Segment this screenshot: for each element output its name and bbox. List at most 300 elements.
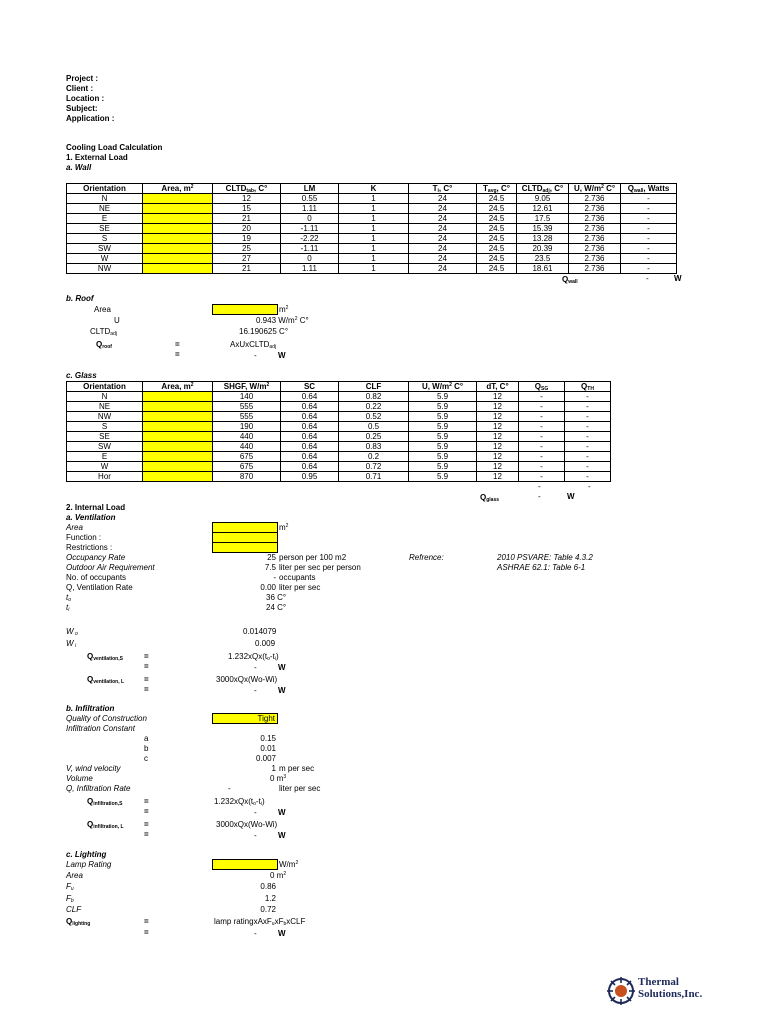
glass-total-label: $Q_{glass}$ bbox=[480, 493, 500, 503]
wall-cell: 20 bbox=[213, 224, 281, 234]
vent-restrictions-label: Restrictions : bbox=[66, 543, 113, 552]
vent-oar-label: Outdoor Air Requirement bbox=[66, 563, 155, 572]
glass-cell: 12 bbox=[477, 422, 519, 432]
glass-cell: 12 bbox=[477, 462, 519, 472]
roof-cltd-value: 16.190625 C° bbox=[239, 327, 289, 336]
roof-u-label: U bbox=[114, 316, 120, 325]
vent-ql-label: $Q_{ventilation, L}$ bbox=[87, 675, 125, 685]
wall-cell: 21 bbox=[213, 264, 281, 274]
glass-area-input[interactable] bbox=[143, 392, 213, 402]
wall-cell: 1 bbox=[339, 244, 409, 254]
glass-cell: 0.64 bbox=[281, 462, 339, 472]
glass-cell: 0.64 bbox=[281, 392, 339, 402]
glass-cell: S bbox=[67, 422, 143, 432]
light-area-label: Area bbox=[66, 871, 83, 880]
light-fb-value: 1.2 bbox=[264, 894, 276, 903]
wall-cell: 0.55 bbox=[281, 194, 339, 204]
vent-ql-unit: W bbox=[278, 686, 286, 695]
glass-cell: 12 bbox=[477, 412, 519, 422]
wall-cell: 2.736 bbox=[569, 264, 621, 274]
inf-ql-formula: 3000xQx(Wo-Wi) bbox=[216, 820, 278, 829]
vent-qs-eq: = bbox=[144, 652, 149, 661]
vent-function-label: Function : bbox=[66, 533, 102, 542]
wall-col-header: $T_i$, C° bbox=[409, 184, 477, 194]
glass-heading: c. Glass bbox=[66, 371, 97, 380]
glass-area-input[interactable] bbox=[143, 432, 213, 442]
wall-cell: - bbox=[621, 214, 677, 224]
wall-row bbox=[67, 194, 677, 204]
inf-ql-eq: = bbox=[144, 820, 149, 829]
wall-col-header: LM bbox=[281, 184, 339, 194]
inf-q-rate-label: Q, Infiltration Rate bbox=[66, 784, 131, 793]
vent-ql-formula: 3000xQx(Wo-Wi) bbox=[216, 675, 278, 684]
roof-result: - bbox=[254, 351, 257, 360]
client-label: Client : bbox=[66, 84, 94, 93]
wall-cell: 2.736 bbox=[569, 244, 621, 254]
inf-wind-unit: m per sec bbox=[279, 764, 315, 773]
wall-cell: E bbox=[67, 214, 143, 224]
glass-cell: - bbox=[519, 392, 565, 402]
inf-qs-result: - bbox=[254, 808, 257, 817]
glass-cell: - bbox=[519, 402, 565, 412]
wall-total-value: - bbox=[646, 274, 649, 283]
wall-col-header: Orientation bbox=[67, 184, 143, 194]
wall-area-input[interactable] bbox=[143, 194, 213, 204]
wall-heading: a. Wall bbox=[66, 163, 92, 172]
glass-row bbox=[67, 442, 611, 452]
roof-u-value: 0.943 $W/m^2$ C° bbox=[256, 316, 309, 325]
inf-qs-unit: W bbox=[278, 808, 286, 817]
roof-area-unit: $m^2$ bbox=[279, 305, 289, 314]
glass-area-input[interactable] bbox=[143, 412, 213, 422]
wall-cell: 24 bbox=[409, 194, 477, 204]
wall-cell: NE bbox=[67, 204, 143, 214]
inf-wind-value: 1 bbox=[271, 764, 276, 773]
wall-cell: 1 bbox=[339, 194, 409, 204]
glass-cell: 870 bbox=[213, 472, 281, 482]
inf-c-label: c bbox=[144, 754, 148, 763]
wall-cell: SE bbox=[67, 224, 143, 234]
glass-cell: 440 bbox=[213, 432, 281, 442]
wall-col-header: U, $W/m^2$ C° bbox=[569, 184, 621, 194]
vent-occupants-label: No. of occupants bbox=[66, 573, 127, 582]
wall-cell: - bbox=[621, 264, 677, 274]
glass-col-header: $Q_{SG}$ bbox=[519, 382, 565, 392]
glass-cell: 0.82 bbox=[339, 392, 409, 402]
wall-cell: 24.5 bbox=[477, 234, 517, 244]
wall-cell: 2.736 bbox=[569, 254, 621, 264]
vent-to-value: 36 C° bbox=[266, 593, 287, 602]
vent-q-rate-value: 0.00 bbox=[260, 583, 276, 592]
roof-cltd-label: $CLTD_{adj}$ bbox=[90, 327, 117, 337]
wall-area-input[interactable] bbox=[143, 214, 213, 224]
glass-cell: 12 bbox=[477, 392, 519, 402]
glass-cell: - bbox=[519, 422, 565, 432]
glass-cell: - bbox=[565, 462, 611, 472]
glass-table bbox=[66, 381, 611, 482]
glass-cell: 12 bbox=[477, 402, 519, 412]
wall-cell: 24.5 bbox=[477, 254, 517, 264]
vent-ql-eq: = bbox=[144, 675, 149, 684]
vent-oar-value: 7.5 bbox=[264, 563, 276, 572]
inf-b-value: 0.01 bbox=[260, 744, 276, 753]
vent-oar-unit: liter per sec per person bbox=[279, 563, 361, 572]
wall-cell: -2.22 bbox=[281, 234, 339, 244]
glass-cell: 0.25 bbox=[339, 432, 409, 442]
wall-cell: -1.11 bbox=[281, 224, 339, 234]
wall-cell: 15.39 bbox=[517, 224, 569, 234]
wall-row bbox=[67, 214, 677, 224]
wall-cell: 15 bbox=[213, 204, 281, 214]
wall-cell: 0 bbox=[281, 254, 339, 264]
inf-b-label: b bbox=[144, 744, 149, 753]
glass-total-value: - bbox=[538, 492, 541, 501]
light-formula: lamp $ratingxAxF_uxF_bxCLF$ bbox=[214, 917, 306, 927]
wall-cell: N bbox=[67, 194, 143, 204]
page-title: Cooling Load Calculation bbox=[66, 143, 163, 152]
wall-total-label: $Q_{wall}$ bbox=[562, 275, 578, 285]
project-label: Project : bbox=[66, 74, 99, 83]
logo-sun-icon bbox=[606, 976, 636, 1006]
glass-row bbox=[67, 412, 611, 422]
glass-cell: - bbox=[565, 412, 611, 422]
vent-to-label: $t_o$ bbox=[66, 593, 72, 603]
glass-cell: E bbox=[67, 452, 143, 462]
light-clf-value: 0.72 bbox=[260, 905, 276, 914]
wall-cell: 25 bbox=[213, 244, 281, 254]
glass-total-unit: W bbox=[567, 492, 575, 501]
inf-quality-input[interactable]: Tight bbox=[212, 713, 278, 724]
glass-cell: 555 bbox=[213, 402, 281, 412]
glass-cell: 5.9 bbox=[409, 412, 477, 422]
glass-area-input[interactable] bbox=[143, 452, 213, 462]
vent-restrictions-input[interactable] bbox=[212, 542, 278, 553]
glass-col-header: Orientation bbox=[67, 382, 143, 392]
roof-area-label: Area bbox=[94, 305, 111, 314]
wall-cell: S bbox=[67, 234, 143, 244]
glass-cell: 0.71 bbox=[339, 472, 409, 482]
wall-cell: -1.11 bbox=[281, 244, 339, 254]
wall-col-header: $Q_{wall}$, Watts bbox=[621, 184, 677, 194]
glass-cell: - bbox=[565, 442, 611, 452]
roof-eq: = bbox=[175, 340, 180, 349]
vent-qs-result: - bbox=[254, 663, 257, 672]
glass-col-header: SHGF, $W/m^2$ bbox=[213, 382, 281, 392]
glass-cell: 5.9 bbox=[409, 442, 477, 452]
light-result: - bbox=[254, 929, 257, 938]
inf-ql-result: - bbox=[254, 831, 257, 840]
glass-area-input[interactable] bbox=[143, 422, 213, 432]
vent-q-rate-unit: liter per sec bbox=[279, 583, 321, 592]
wall-cell: - bbox=[621, 254, 677, 264]
wall-cell: 24 bbox=[409, 224, 477, 234]
logo-line2: Solutions,Inc. bbox=[638, 988, 703, 1000]
glass-header-row bbox=[67, 382, 611, 392]
inf-a-value: 0.15 bbox=[260, 734, 276, 743]
wall-col-header: $CLTD_{tab}$, C° bbox=[213, 184, 281, 194]
wall-row bbox=[67, 224, 677, 234]
lighting-heading: c. Lighting bbox=[66, 850, 107, 859]
vent-qs-eq-2: = bbox=[144, 662, 149, 671]
glass-col-header: SC bbox=[281, 382, 339, 392]
light-area-value: 0 $m^2$ bbox=[270, 871, 287, 880]
inf-c-value: 0.007 bbox=[255, 754, 276, 763]
vent-occupants-unit: occupants bbox=[279, 573, 316, 582]
glass-cell: - bbox=[565, 392, 611, 402]
glass-cell: 5.9 bbox=[409, 472, 477, 482]
glass-cell: 12 bbox=[477, 442, 519, 452]
glass-cell: SE bbox=[67, 432, 143, 442]
glass-cell: 555 bbox=[213, 412, 281, 422]
wall-cell: - bbox=[621, 204, 677, 214]
wall-cell: 20.39 bbox=[517, 244, 569, 254]
glass-cell: SW bbox=[67, 442, 143, 452]
inf-ql-eq-2: = bbox=[144, 830, 149, 839]
glass-cell: - bbox=[519, 452, 565, 462]
wall-cell: 24 bbox=[409, 204, 477, 214]
glass-cell: 0.72 bbox=[339, 462, 409, 472]
inf-volume-label: Volume bbox=[66, 774, 93, 783]
glass-row bbox=[67, 432, 611, 442]
vent-ti-value: 24 C° bbox=[266, 603, 287, 612]
glass-cell: NE bbox=[67, 402, 143, 412]
inf-qs-formula: $1.232xQx(t_o-t_i)$ bbox=[214, 797, 265, 807]
glass-col-header: U, $W/m^2$ C° bbox=[409, 382, 477, 392]
light-lamp-input[interactable] bbox=[212, 859, 278, 870]
glass-area-input[interactable] bbox=[143, 472, 213, 482]
roof-heading: b. Roof bbox=[66, 294, 94, 303]
wall-cell: - bbox=[621, 234, 677, 244]
glass-cell: 5.9 bbox=[409, 462, 477, 472]
glass-cell: 0.83 bbox=[339, 442, 409, 452]
wall-cell: 24 bbox=[409, 234, 477, 244]
glass-row bbox=[67, 392, 611, 402]
glass-cell: N bbox=[67, 392, 143, 402]
light-eq: = bbox=[144, 917, 149, 926]
light-fu-label: $F_u$ bbox=[66, 882, 74, 892]
glass-cell: 0.5 bbox=[339, 422, 409, 432]
wall-row bbox=[67, 204, 677, 214]
wall-cell: 13.28 bbox=[517, 234, 569, 244]
glass-cell: - bbox=[519, 432, 565, 442]
vent-q-rate-label: Q, Ventilation Rate bbox=[66, 583, 133, 592]
wall-cell: 2.736 bbox=[569, 194, 621, 204]
wall-cell: 1 bbox=[339, 214, 409, 224]
wall-col-header: $CLTD_{adj}$, C° bbox=[517, 184, 569, 194]
glass-cell: 0.64 bbox=[281, 412, 339, 422]
wall-cell: 19 bbox=[213, 234, 281, 244]
glass-col-header: CLF bbox=[339, 382, 409, 392]
wall-cell: 24 bbox=[409, 264, 477, 274]
vent-wi-value: 0.009 bbox=[255, 639, 276, 648]
glass-cell: 12 bbox=[477, 432, 519, 442]
wall-cell: - bbox=[621, 194, 677, 204]
roof-formula: AxUxCLTD$_{adj}$ bbox=[230, 340, 277, 350]
inf-a-label: a bbox=[144, 734, 149, 743]
glass-row bbox=[67, 422, 611, 432]
wall-table bbox=[66, 183, 677, 274]
wall-cell: 1 bbox=[339, 254, 409, 264]
wall-area-input[interactable] bbox=[143, 254, 213, 264]
wall-cell: 24.5 bbox=[477, 224, 517, 234]
inf-quality-label: Quality of Construction bbox=[66, 714, 147, 723]
glass-cell: 675 bbox=[213, 462, 281, 472]
wall-cell: 24.5 bbox=[477, 244, 517, 254]
glass-cell: - bbox=[565, 422, 611, 432]
wall-col-header: $T_{avg}$, C° bbox=[477, 184, 517, 194]
wall-cell: 1 bbox=[339, 204, 409, 214]
glass-cell: 190 bbox=[213, 422, 281, 432]
light-fu-value: 0.86 bbox=[260, 882, 276, 891]
wall-cell: 2.736 bbox=[569, 224, 621, 234]
wall-col-header: Area, $m^2$ bbox=[143, 184, 213, 194]
wall-cell: 1 bbox=[339, 264, 409, 274]
glass-area-input[interactable] bbox=[143, 442, 213, 452]
infiltration-heading: b. Infiltration bbox=[66, 704, 115, 713]
vent-area-label: Area bbox=[66, 523, 83, 532]
vent-wo-label: W $_o$ bbox=[66, 627, 78, 637]
light-q-label: $Q_{lighting}$ bbox=[66, 917, 91, 927]
inf-volume-value: 0 $m^3$ bbox=[270, 774, 287, 783]
vent-ti-label: $t_i$ bbox=[66, 603, 70, 613]
glass-cell: 5.9 bbox=[409, 432, 477, 442]
glass-cell: 5.9 bbox=[409, 402, 477, 412]
wall-cell: - bbox=[621, 224, 677, 234]
glass-cell: - bbox=[519, 462, 565, 472]
glass-cell: 0.95 bbox=[281, 472, 339, 482]
wall-cell: 27 bbox=[213, 254, 281, 264]
wall-cell: - bbox=[621, 244, 677, 254]
glass-cell: - bbox=[519, 442, 565, 452]
section-internal-load: 2. Internal Load bbox=[66, 503, 126, 512]
glass-cell: 0.64 bbox=[281, 432, 339, 442]
roof-area-input[interactable] bbox=[212, 304, 278, 315]
wall-cell: 21 bbox=[213, 214, 281, 224]
wall-cell: 24 bbox=[409, 254, 477, 264]
glass-row bbox=[67, 402, 611, 412]
wall-cell: 24.5 bbox=[477, 194, 517, 204]
subject-label: Subject: bbox=[66, 104, 98, 113]
wall-area-input[interactable] bbox=[143, 264, 213, 274]
glass-row bbox=[67, 462, 611, 472]
vent-ref-2: ASHRAE 62.1: Table 6-1 bbox=[497, 563, 586, 572]
vent-area-unit: $m^2$ bbox=[279, 523, 289, 532]
logo-line1: Thermal bbox=[638, 976, 679, 988]
wall-row bbox=[67, 234, 677, 244]
glass-cell: - bbox=[565, 452, 611, 462]
light-unit: W bbox=[278, 929, 286, 938]
glass-sum-th: - bbox=[588, 482, 591, 491]
glass-cell: - bbox=[565, 472, 611, 482]
glass-cell: - bbox=[519, 472, 565, 482]
glass-col-header: $Q_{TH}$ bbox=[565, 382, 611, 392]
vent-occupancy-value: 25 bbox=[267, 553, 276, 562]
glass-cell: Hor bbox=[67, 472, 143, 482]
wall-cell: NW bbox=[67, 264, 143, 274]
inf-ql-unit: W bbox=[278, 831, 286, 840]
vent-ql-result: - bbox=[254, 686, 257, 695]
glass-cell: 0.22 bbox=[339, 402, 409, 412]
vent-qs-unit: W bbox=[278, 663, 286, 672]
wall-cell: 24.5 bbox=[477, 214, 517, 224]
wall-cell: 24 bbox=[409, 214, 477, 224]
glass-cell: 0.64 bbox=[281, 422, 339, 432]
inf-q-rate-value: - bbox=[228, 784, 231, 793]
wall-cell: 23.5 bbox=[517, 254, 569, 264]
light-clf-label: CLF bbox=[66, 905, 82, 914]
company-logo bbox=[606, 974, 726, 1008]
wall-cell: 12.61 bbox=[517, 204, 569, 214]
inf-ql-label: $Q_{infiltration, L}$ bbox=[87, 820, 124, 830]
vent-wo-value: 0.014079 bbox=[243, 627, 277, 636]
glass-row bbox=[67, 452, 611, 462]
glass-cell: 0.52 bbox=[339, 412, 409, 422]
glass-cell: 0.64 bbox=[281, 452, 339, 462]
glass-cell: 5.9 bbox=[409, 452, 477, 462]
wall-row bbox=[67, 264, 677, 274]
vent-occupancy-label: Occupancy Rate bbox=[66, 553, 126, 562]
ventilation-heading: a. Ventilation bbox=[66, 513, 116, 522]
wall-cell: W bbox=[67, 254, 143, 264]
location-label: Location : bbox=[66, 94, 105, 103]
roof-eq-2: = bbox=[175, 350, 180, 359]
glass-cell: 5.9 bbox=[409, 392, 477, 402]
wall-cell: 2.736 bbox=[569, 214, 621, 224]
light-eq-2: = bbox=[144, 928, 149, 937]
wall-cell: 2.736 bbox=[569, 234, 621, 244]
glass-sum-sg: - bbox=[538, 482, 541, 491]
wall-area-input[interactable] bbox=[143, 204, 213, 214]
glass-area-input[interactable] bbox=[143, 402, 213, 412]
vent-qs-label: $Q_{ventilation,S}$ bbox=[87, 652, 123, 662]
wall-cell: 1 bbox=[339, 224, 409, 234]
glass-cell: 0.64 bbox=[281, 442, 339, 452]
vent-wi-label: W $_i$ bbox=[66, 639, 77, 649]
glass-col-header: dT, C° bbox=[477, 382, 519, 392]
vent-ql-eq-2: = bbox=[144, 685, 149, 694]
wall-area-input[interactable] bbox=[143, 224, 213, 234]
wall-cell: 2.736 bbox=[569, 204, 621, 214]
inf-q-rate-unit: liter per sec bbox=[279, 784, 321, 793]
wall-cell: 24 bbox=[409, 244, 477, 254]
wall-cell: 24.5 bbox=[477, 204, 517, 214]
glass-area-input[interactable] bbox=[143, 462, 213, 472]
light-fb-label: $F_b$ bbox=[66, 894, 74, 904]
vent-ref-label: Refrence: bbox=[409, 553, 444, 562]
glass-cell: 12 bbox=[477, 452, 519, 462]
wall-cell: 1.11 bbox=[281, 264, 339, 274]
glass-cell: 0.64 bbox=[281, 402, 339, 412]
wall-col-header: K bbox=[339, 184, 409, 194]
wall-header-row bbox=[67, 184, 677, 194]
glass-cell: 5.9 bbox=[409, 422, 477, 432]
wall-cell: 9.05 bbox=[517, 194, 569, 204]
light-lamp-label: Lamp Rating bbox=[66, 860, 112, 869]
vent-qs-formula: $1.232xQx(t_o-t_i)$ bbox=[228, 652, 279, 662]
wall-area-input[interactable] bbox=[143, 244, 213, 254]
glass-cell: 0.2 bbox=[339, 452, 409, 462]
application-label: Application : bbox=[66, 114, 115, 123]
glass-cell: W bbox=[67, 462, 143, 472]
roof-unit: W bbox=[278, 351, 286, 360]
glass-cell: - bbox=[519, 412, 565, 422]
light-lamp-unit: $W/m^2$ bbox=[279, 860, 299, 869]
wall-area-input[interactable] bbox=[143, 234, 213, 244]
wall-cell: 1.11 bbox=[281, 204, 339, 214]
wall-cell: 17.5 bbox=[517, 214, 569, 224]
glass-col-header: Area, $m^2$ bbox=[143, 382, 213, 392]
wall-row bbox=[67, 254, 677, 264]
